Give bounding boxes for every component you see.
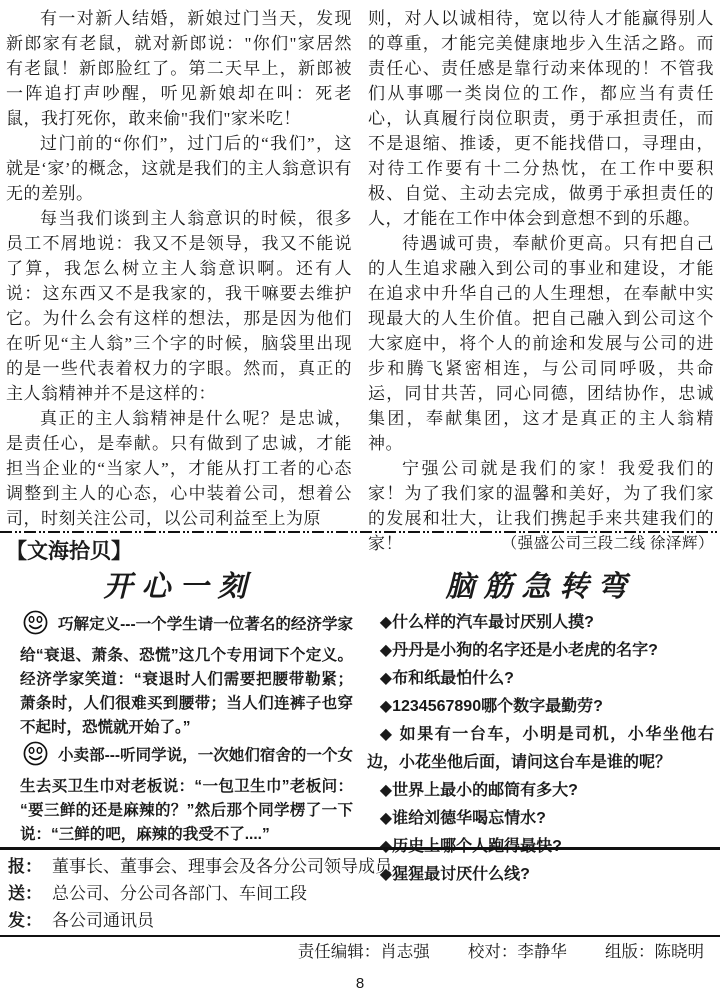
teaser-item: ◆布和纸最怕什么? (379, 670, 514, 687)
credit-item (298, 942, 430, 961)
dashdot-divider (0, 531, 720, 533)
distribution-label: 送： (8, 884, 42, 903)
article-column-left (6, 6, 352, 530)
credit-name: 陈晓明 (654, 942, 704, 961)
happy-moment-title: 开心一刻 (103, 569, 256, 603)
smiley-icon (22, 740, 49, 775)
joke-text: 小卖部---听同学说，一次她们宿舍的一个女生去买卫生巾对老板说：“一包卫生巾”老板问：“要三鲜的还是麻辣的？”然后那个同学楞了一下说：“三鲜的吧，麻辣的我受不了....” (20, 747, 353, 843)
joke-item (6, 740, 353, 847)
teaser-item: ◆谁给刘德华喝忘情水? (379, 810, 546, 827)
teaser-item: ◆什么样的汽车最讨厌别人摸? (379, 614, 594, 631)
brain-teasers-column (367, 565, 714, 883)
article-paragraph: 每当我们谈到主人翁意识的时候，很多员工不屑地说：我又不是领导，我又不能说了算，我怎么树立主人翁意识啊。还有人说：这东西又不是我家的，我干嘛要去维护它。为什么会有这样的想法，那是因为他们在听见“主人翁”三个字的时候，脑袋里出现的是一些代表着权力的字眼。然而，真正的主人翁精神并不是这样的： (6, 209, 352, 403)
teaser-item: ◆猩猩最讨厌什么线? (379, 866, 530, 883)
credit-label: 组版： (605, 942, 655, 961)
distribution-text: 各公司通讯员 (52, 911, 154, 930)
distribution-text: 董事长、董事会、理事会及各分公司领导成员 (52, 857, 392, 876)
distribution-line (8, 907, 720, 934)
happy-moment-column (6, 565, 353, 847)
page-number: 8 (355, 975, 365, 992)
joke-item (6, 609, 353, 740)
teaser-item: ◆世界上最小的邮筒有多大? (379, 782, 578, 799)
credit-label: 校对： (467, 942, 518, 961)
smiley-icon (22, 609, 49, 644)
teaser-item: ◆1234567890哪个数字最勤劳? (379, 698, 603, 715)
article-column-right (368, 6, 714, 553)
credit-item (468, 942, 567, 961)
distribution-label: 报： (8, 857, 42, 876)
section-title: 【文海拾贝】 (6, 539, 132, 563)
distribution-line (8, 853, 720, 880)
distribution-block (0, 850, 720, 935)
credit-name: 李静华 (517, 942, 567, 961)
teaser-item: ◆丹丹是小狗的名字还是小老虎的名字? (379, 642, 658, 659)
article-paragraph: 有一对新人结婚，新娘过门当天，发现新郎家有老鼠，就对新郎说："你们"家居然有老鼠！新郎脸红了。第二天早上，新郎被一阵追打声吵醒，听见新娘却在叫：死老鼠，我打死你，敢来偷"我们"家米吃！ (6, 9, 352, 128)
article-paragraph-text: 宁强公司就是我们的家！我爱我们的家！为了我们家的温馨和美好，为了我们家的发展和壮大，让我们携起手来共建我们的家！ (368, 459, 714, 553)
teaser-item: ◆ 如果有一台车，小明是司机，小华坐他右边，小花坐他后面，请问这台车是谁的呢？ (367, 726, 714, 771)
credit-name: 肖志强 (380, 942, 430, 961)
joke-text: 巧解定义---一个学生请一位著名的经济学家给“衰退、萧条、恐慌”这几个专用词下个定义。经济学家笑道：“衰退时人们需要把腰带勒紧；萧条时，人们很难买到腰带；当人们连裤子也穿不起时，恐慌就开始了。” (20, 616, 353, 736)
credits-line (0, 937, 720, 969)
article-paragraph: 真正的主人翁精神是什么呢？是忠诚，是责任心，是奉献。只有做到了忠诚，才能担当企业的“当家人”，才能从打工者的心态调整到主人的心态，心中装着公司，想着公司，时刻关注公司，以公司利益至上为原 (6, 409, 352, 528)
credit-item (605, 942, 704, 961)
article-paragraph: 待遇诚可贵，奉献价更高。只有把自己的人生追求融入到公司的事业和建设，才能在追求中升华自己的人生理想，在奉献中实现最大的人生价值。把自己融入到公司这个大家庭中，将个人的前途和发展与公司的进步和腾飞紧密相连，与公司同呼吸，共命运，同甘共苦，同心同德，团结协作，忠诚集团，奉献集团，这才是真正的主人翁精神。 (368, 234, 714, 453)
article-attribution: （强盛公司三段二线 徐泽辉） (501, 535, 714, 552)
distribution-label: 发： (8, 911, 42, 930)
page-number-area (0, 969, 720, 1000)
article-paragraph: 则，对人以诚相待，宽以待人才能赢得别人的尊重，才能完美健康地步入生活之路。而责任心、责任感是靠行动来体现的！不管我们从事哪一类岗位的工作，都应当有责任心，认真履行岗位职责，勇于承担责任，而不是退缩、推诿，更不能找借口，寻理由，对待工作要有十二分热忱，在工作中要积极、自觉、主动去完成，做勇于承担责任的人，才能在工作中体会到意想不到的乐趣。 (368, 9, 714, 228)
brain-teasers-title: 脑筋急转弯 (445, 569, 636, 603)
distribution-text: 总公司、分公司各部门、车间工段 (52, 884, 307, 903)
article-paragraph: 过门前的“你们”，过门后的“我们”，这就是‘家’的概念，这就是我们的主人翁意识有无的差别。 (6, 134, 352, 203)
distribution-line (8, 880, 720, 907)
credit-label: 责任编辑： (297, 942, 381, 961)
